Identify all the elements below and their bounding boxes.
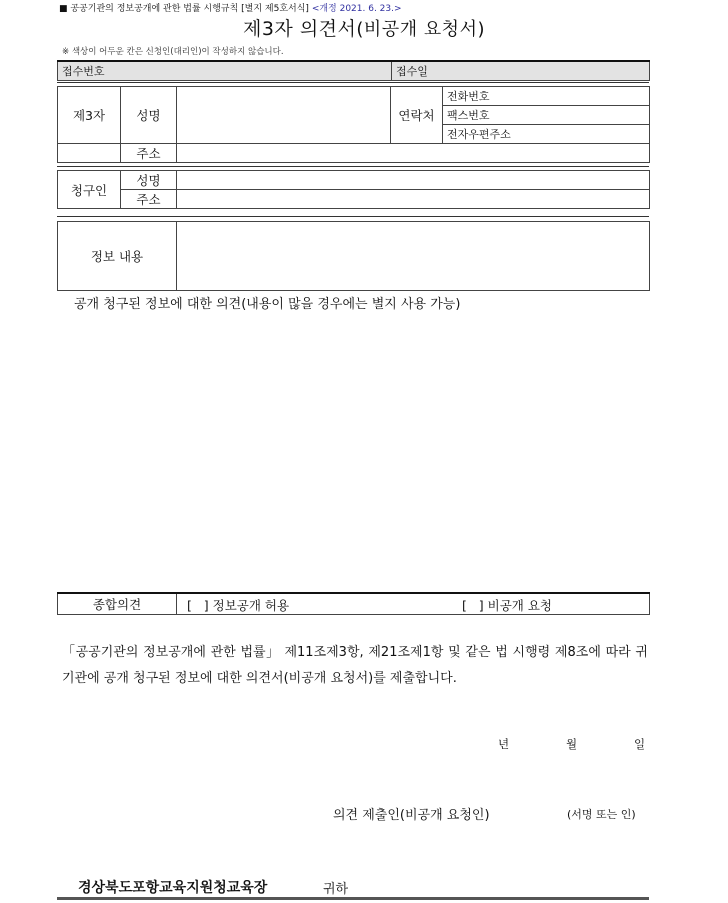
third-party-name-label: 성명	[121, 87, 177, 144]
third-party-label: 제3자	[58, 87, 121, 144]
summary-table	[57, 592, 650, 615]
fax-label: 팩스번호	[447, 109, 490, 122]
claimant-name-field[interactable]	[177, 171, 650, 190]
contact-label: 연락처	[391, 87, 443, 144]
receipt-date-cell	[392, 61, 650, 81]
info-table	[57, 221, 650, 291]
claimant-name-label: 성명	[121, 171, 177, 190]
form-ref-text: ■ 공공기관의 정보공개에 관한 법률 시행규칙 [별지 제5호서식]	[59, 4, 309, 14]
claimant-label: 청구인	[58, 171, 121, 209]
summary-label: 종합의견	[58, 593, 177, 615]
opinion-label: 공개 청구된 정보에 대한 의견(내용이 많을 경우에는 별지 사용 가능)	[74, 297, 461, 312]
date-year-label: 년	[498, 737, 510, 751]
phone-field[interactable]	[443, 87, 650, 106]
form-note: ※ 색상이 어두운 칸은 신청인(대리인)이 작성하지 않습니다.	[62, 47, 284, 57]
phone-label: 전화번호	[447, 90, 490, 103]
allow-disclosure-checkbox[interactable]: [ ] 정보공개 허용	[187, 598, 290, 613]
info-label: 정보 내용	[58, 222, 177, 291]
bottom-rule	[57, 897, 649, 900]
recipient-name: 경상북도포항교육지원청교육장	[78, 880, 268, 896]
receipt-table	[57, 60, 650, 81]
page-title	[0, 14, 728, 41]
receipt-number-label: 접수번호	[62, 65, 105, 78]
section-divider	[57, 216, 649, 217]
recipient-honorific: 귀하	[323, 882, 349, 897]
form-reference	[59, 1, 402, 14]
claimant-table	[57, 170, 650, 209]
third-party-address-label: 주소	[121, 144, 177, 163]
info-content-field[interactable]	[177, 222, 650, 291]
declaration-text: 「공공기관의 정보공개에 관한 법률」 제11조제3항, 제21조제1항 및 같은 법 시행령 제8조에 따라 귀 기관에 공개 청구된 정보에 대한 의견서(비공개 요청서)를 제출합니다.	[62, 645, 648, 686]
revision-date: <개정 2021. 6. 23.>	[311, 4, 402, 14]
third-party-address-field[interactable]	[177, 144, 650, 163]
third-party-spacer	[58, 144, 121, 163]
summary-options	[177, 593, 650, 615]
section-divider	[57, 166, 649, 167]
email-field[interactable]	[443, 125, 650, 144]
third-party-table	[57, 86, 650, 163]
signature-label: (서명 또는 인)	[567, 808, 636, 821]
opinion-text-area[interactable]	[74, 315, 644, 587]
title-main: 제3자 의견서	[242, 18, 357, 40]
receipt-date-label: 접수일	[396, 65, 428, 78]
date-day-label: 일	[634, 737, 646, 751]
fax-field[interactable]	[443, 106, 650, 125]
submitter-label: 의견 제출인(비공개 요청인)	[333, 808, 490, 823]
title-paren: (비공개 요청서)	[356, 19, 485, 40]
receipt-number-cell	[58, 61, 392, 81]
date-month-label: 월	[566, 737, 578, 751]
section-divider	[57, 82, 649, 83]
email-label: 전자우편주소	[447, 128, 511, 141]
claimant-address-field[interactable]	[177, 190, 650, 209]
claimant-address-label: 주소	[121, 190, 177, 209]
third-party-name-field[interactable]	[177, 87, 391, 144]
request-nondisclosure-checkbox[interactable]: [ ] 비공개 요청	[462, 598, 552, 613]
